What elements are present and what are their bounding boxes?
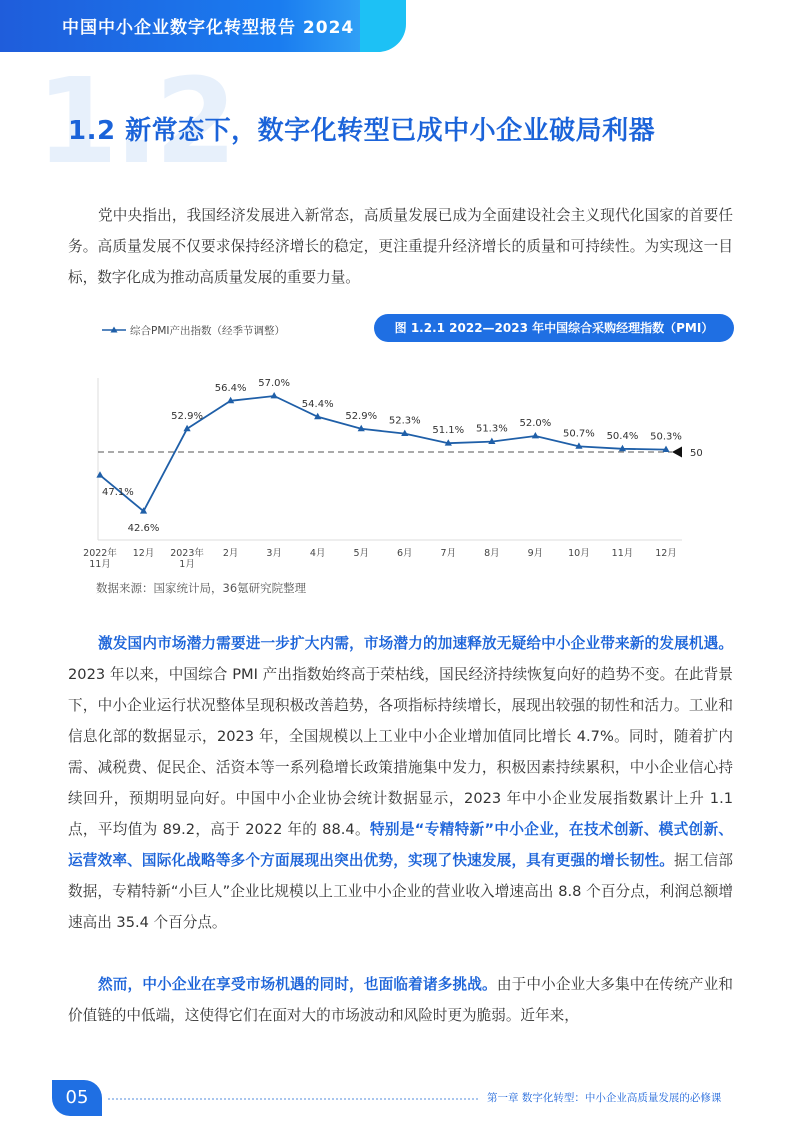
x-tick-label: 11月 [611,548,634,559]
x-tick-label: 2月 [222,548,239,559]
x-tick-label: 12月 [132,548,155,559]
page-number: 05 [52,1080,102,1116]
pmi-line-chart-svg [60,310,740,580]
figure-caption: 图 1.2.1 2022—2023 年中国综合采购经理指数（PMI） [374,314,734,342]
intro-paragraph: 党中央指出，我国经济发展进入新常态，高质量发展已成为全面建设社会主义现代化国家的首要任务。高质量发展不仅要求保持经济增长的稳定，更注重提升经济增长的质量和可持续性。为实现这一目标，数字化成为推动高质量发展的重要力量。 [68,207,733,286]
data-label: 50.3% [650,431,682,443]
report-title: 中国中小企业数字化转型报告 2024 [62,18,355,38]
x-tick-label: 8月 [484,548,500,559]
body-text: 由于中小企业大多集中在传统产业和价值链的中低端，这使得它们在面对大的市场波动和风险时更为脆弱。近年来， [68,976,733,1024]
x-tick-label: 11月 [89,559,111,570]
x-tick-label: 7月 [440,548,457,559]
data-point [532,432,539,438]
highlight-text: 激发国内市场潜力需要进一步扩大内需，市场潜力的加速释放无疑给中小企业带来新的发展机遇。 [98,635,733,652]
data-label: 42.6% [127,523,160,535]
legend-label: 综合PMI产出指数（经季节调整） [130,325,285,337]
reference-marker [672,447,682,458]
body-text: 2023 年以来，中国综合 PMI 产出指数始终高于荣枯线，国民经济持续恢复向好的趋势不变。在此背景下，中小企业运行状况整体呈现积极改善趋势，各项指标持续增长，展现出较强的韧性和活力。工业和信息化部的数据显示，2023 年，全国规模以上工业中小企业增加值同比增长 4.7%。同时，随着扩内需、减税费、促民企、活资本等一系列稳增长政策措施集中发力，积极因素持续累积，中小企业信心持续回升，预期明显向好。中国中小企业协会统计数据显示，2023 年中小企业发展指数累计上升 1.1 点，平均值为 89.2，高于 2022 年的 88.4。 [68,666,733,838]
data-label: 52.9% [345,410,378,422]
x-tick-label: 10月 [568,548,590,559]
x-tick-label: 2023年 [170,548,204,559]
body-paragraph-1 [68,628,733,938]
data-label: 50.7% [563,428,595,440]
figure-source: 数据来源：国家统计局，36氪研究院整理 [96,581,307,595]
reference-label: 50 [690,448,703,459]
x-tick-label: 3月 [266,548,282,559]
body-text: 据工信部数据，专精特新“小巨人”企业比规模以上工业中小企业的营业收入增速高出 8.8 个百分点，利润总额增速高出 35.4 个百分点。 [68,852,733,931]
chapter-title: 第一章 数字化转型：中小企业高质量发展的必修课 [487,1092,722,1104]
x-tick-label: 2022年 [83,548,117,559]
x-tick-label: 4月 [309,548,326,559]
x-tick-label: 12月 [655,548,677,559]
highlight-text: 然而，中小企业在享受市场机遇的同时，也面临着诸多挑战。 [98,976,497,993]
data-label: 52.9% [171,410,203,422]
header-banner-accent [360,0,406,52]
data-label: 57.0% [258,378,291,389]
section-title: 1.2 新常态下，数字化转型已成中小企业破局利器 [68,116,656,146]
section-number-watermark: 1.2 [36,52,234,190]
body-paragraph-2 [68,969,733,1031]
footer-divider [108,1098,478,1100]
data-label: 56.4% [214,382,247,394]
data-label: 47.1% [102,487,134,499]
data-point [271,392,278,398]
data-label: 51.1% [432,425,465,437]
data-label: 52.3% [388,415,421,427]
pmi-chart [60,310,740,610]
x-tick-label: 9月 [527,548,544,559]
data-label: 51.3% [475,423,508,435]
data-label: 52.0% [519,418,552,429]
highlight-text: 特别是“专精特新”中小企业，在技术创新、模式创新、运营效率、国际化战略等多个方面展现出突出优势，实现了快速发展，具有更强的增长韧性。 [68,821,734,869]
x-tick-label: 6月 [396,548,413,559]
data-label: 50.4% [606,430,639,442]
data-label: 54.4% [301,398,334,410]
data-point [96,471,103,477]
x-tick-label: 1月 [179,559,195,570]
x-tick-label: 5月 [353,548,370,559]
